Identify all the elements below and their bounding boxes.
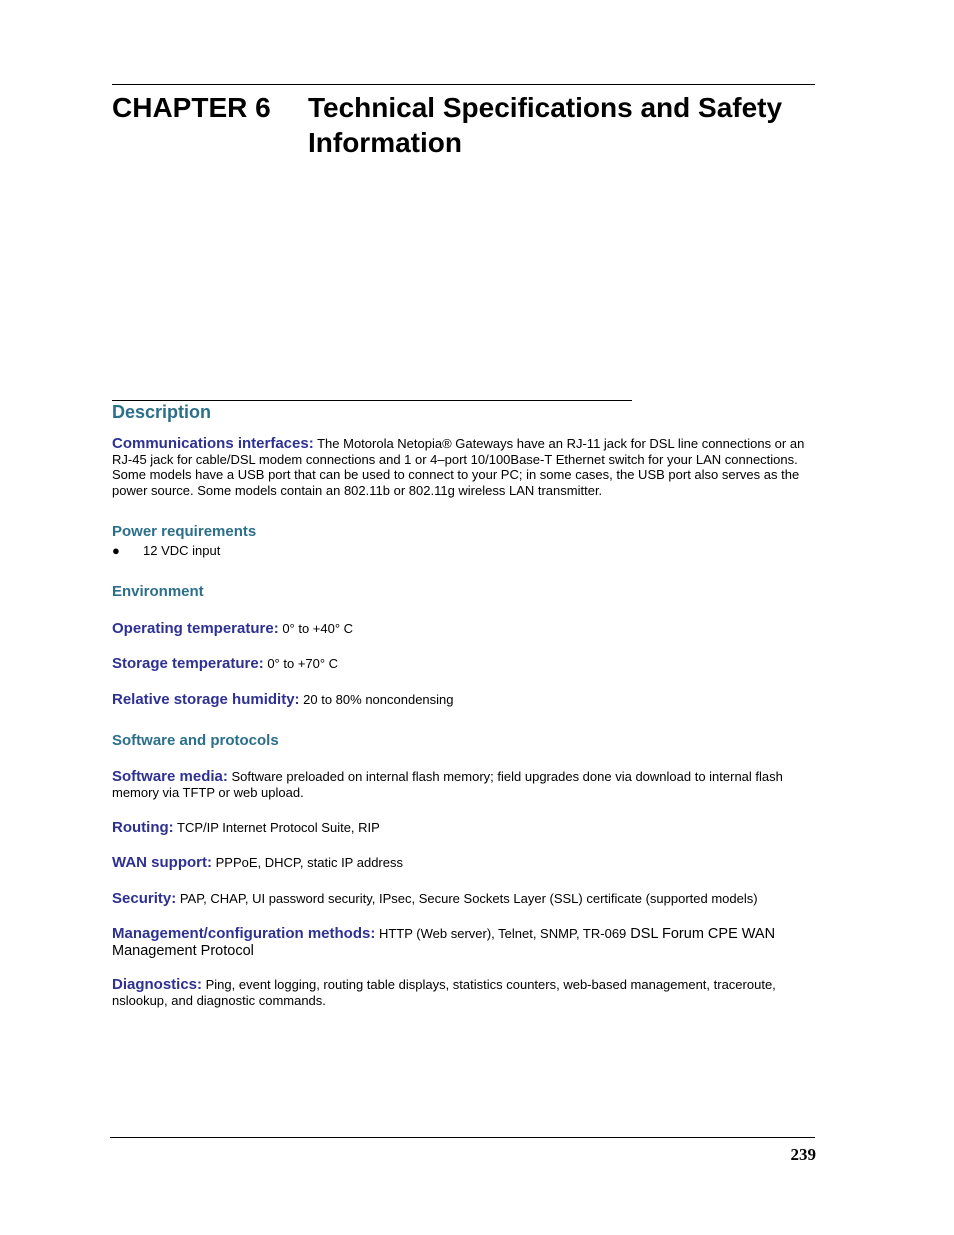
routing-label: Routing: bbox=[112, 819, 174, 836]
storage-humidity-label: Relative storage humidity: bbox=[112, 691, 300, 708]
security-label: Security: bbox=[112, 890, 177, 907]
management-protocol-text: DSL Forum CPE WAN Management Protocol bbox=[112, 926, 776, 959]
management-methods bbox=[112, 926, 816, 959]
software-media bbox=[112, 769, 816, 800]
section-rule bbox=[112, 400, 632, 401]
storage-humidity-value: 20 to 80% noncondensing bbox=[299, 692, 454, 707]
security-text: PAP, CHAP, UI password security, IPsec, Secure Sockets Layer (SSL) certificate (supported models) bbox=[176, 891, 758, 906]
storage-temperature-value: 0° to +70° C bbox=[263, 656, 339, 671]
operating-temperature bbox=[112, 621, 816, 637]
bullet-icon: ● bbox=[112, 543, 120, 558]
diagnostics-label: Diagnostics: bbox=[112, 976, 203, 993]
operating-temperature-label: Operating temperature: bbox=[112, 620, 279, 637]
communications-paragraph bbox=[112, 436, 816, 498]
routing bbox=[112, 820, 816, 836]
operating-temperature-value: 0° to +40° C bbox=[278, 621, 354, 636]
environment-heading: Environment bbox=[112, 583, 204, 600]
description-heading: Description bbox=[112, 402, 212, 422]
security bbox=[112, 891, 816, 907]
chapter-label: CHAPTER 6 bbox=[112, 92, 271, 123]
top-rule bbox=[112, 84, 815, 85]
management-text: HTTP (Web server), Telnet, SNMP, TR-069 bbox=[375, 926, 627, 941]
software-heading: Software and protocols bbox=[112, 732, 279, 749]
footer-rule bbox=[110, 1137, 815, 1138]
management-label: Management/configuration methods: bbox=[112, 925, 376, 942]
diagnostics-text: Ping, event logging, routing table displays, statistics counters, web-based management, traceroute, nslookup, and diagnostic commands. bbox=[112, 977, 776, 1008]
storage-temperature-label: Storage temperature: bbox=[112, 655, 264, 672]
routing-text: TCP/IP Internet Protocol Suite, RIP bbox=[173, 820, 380, 835]
software-media-label: Software media: bbox=[112, 768, 228, 785]
power-item-text: 12 VDC input bbox=[143, 543, 221, 558]
page-number: 239 bbox=[790, 1145, 816, 1164]
power-heading: Power requirements bbox=[112, 523, 257, 540]
communications-text: The Motorola Netopia® Gateways have an RJ-11 jack for DSL line connections or an RJ-45 jack for cable/DSL modem connections and 1 or 4–port 10/100Base-T Ethernet switch for your LAN connections. Some models have a USB port that can be used to connect to your PC; in some cases, the USB port also serves as the power source. Some models contain an 802.11b or 802.11g wireless LAN transmitter. bbox=[112, 436, 805, 498]
software-media-text: Software preloaded on internal flash memory; field upgrades done via download to internal flash memory via TFTP or web upload. bbox=[112, 769, 783, 800]
wan-support bbox=[112, 855, 816, 871]
chapter-title: Technical Specifications and Safety Information bbox=[308, 92, 783, 158]
wan-support-label: WAN support: bbox=[112, 854, 212, 871]
storage-humidity bbox=[112, 692, 816, 708]
diagnostics bbox=[112, 977, 816, 1008]
wan-support-text: PPPoE, DHCP, static IP address bbox=[211, 855, 403, 870]
communications-label: Communications interfaces: bbox=[112, 435, 314, 452]
storage-temperature bbox=[112, 656, 816, 672]
